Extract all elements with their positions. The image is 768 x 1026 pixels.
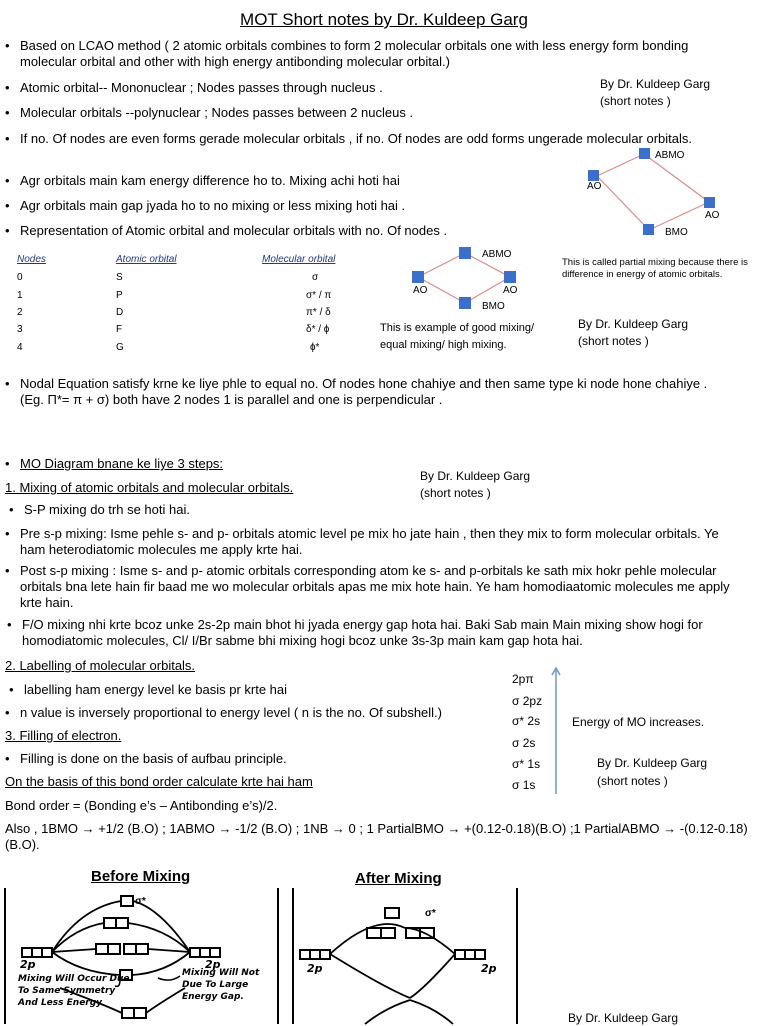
good-abmo-box — [459, 247, 471, 259]
table-cell: σ* / π — [306, 290, 332, 301]
bullet-molecular-orbitals: • Molecular orbitals --polynuclear ; Nodes passes between 2 nucleus . — [20, 105, 580, 121]
partial-ao-left-box — [588, 170, 599, 181]
good-ao-left-label: AO — [413, 285, 428, 296]
energy-level: σ 2s — [512, 736, 536, 750]
bullet-pre-sp: • Pre s-p mixing: Isme pehle s- and p- orbitals atomic level pe mix ho jate hain , then they mix to form molecular orbitals. Ye ham heterodiatomic molecules me apply krte hai. — [20, 526, 740, 558]
table-cell: σ — [312, 272, 319, 283]
table-cell: 0 — [17, 272, 23, 283]
partial-bmo-label: BMO — [665, 227, 688, 238]
byline-2-sub: (short notes ) — [578, 334, 649, 348]
energy-level: σ* 1s — [512, 757, 541, 771]
energy-level: σ* 2s — [512, 714, 541, 728]
bullet-post-sp: • Post s-p mixing : Isme s- and p- atomic orbitals corresponding atom ke s- and p-orbitals ke sath mix hokr pehle molecular orbitals bna lete hain fir baad me wo molecular orbitals apas me mix hote hain. Ye ham homodiaatomic molecules me apply krte hain. — [20, 563, 750, 611]
partial-abmo-box — [639, 148, 650, 159]
step-1-heading: 1. Mixing of atomic orbitals and molecular orbitals. — [5, 480, 294, 495]
table-cell: P — [116, 290, 123, 301]
before-note-left: Mixing Will Occur Due To Same Symmetry And Less Energy — [18, 974, 130, 1008]
before-note-right: Mixing Will Not Due To Large Energy Gap. — [182, 968, 260, 1002]
byline-3-sub: (short notes ) — [420, 486, 491, 500]
table-header-nodes: Nodes — [17, 254, 46, 265]
partial-caption: This is called partial mixing because there is difference in energy of atomic orbitals. — [562, 257, 748, 280]
good-caption-2: equal mixing/ high mixing. — [380, 339, 507, 351]
energy-level: σ 1s — [512, 778, 536, 792]
byline-4-sub: (short notes ) — [597, 774, 668, 788]
after-2p-right: 2p — [481, 962, 497, 975]
table-cell: δ* / ɸ — [306, 324, 330, 335]
table-cell: ɸ* — [310, 342, 320, 353]
partial-ao-left-label: AO — [587, 181, 602, 192]
after-mixing-sketch — [285, 888, 525, 1024]
step-2-heading: 2. Labelling of molecular orbitals. — [5, 658, 196, 673]
before-2p-left: 2p — [20, 958, 36, 971]
good-mixing-diagram — [405, 243, 535, 313]
mo-steps-heading: • MO Diagram bnane ke liye 3 steps: — [20, 456, 320, 472]
bullet-atomic-orbital: • Atomic orbital-- Mononuclear ; Nodes passes through nucleus . — [20, 80, 580, 96]
before-2p-right: 2p — [205, 958, 221, 971]
table-cell: π* / δ — [306, 307, 331, 318]
bullet-sp-mixing: • S-P mixing do trh se hoti hai. — [24, 502, 424, 518]
table-header-atomic: Atomic orbital — [116, 254, 177, 265]
step-3-heading: 3. Filling of electron. — [5, 728, 122, 743]
bullet-filling: • Filling is done on the basis of aufbau principle. — [20, 751, 480, 767]
page-title: MOT Short notes by Dr. Kuldeep Garg — [240, 10, 528, 29]
svg-text:σ*: σ* — [135, 896, 146, 907]
table-cell: 4 — [17, 342, 23, 353]
good-ao-right-box — [504, 271, 516, 283]
good-caption-1: This is example of good mixing/ — [380, 322, 535, 334]
partial-ao-right-box — [704, 197, 715, 208]
byline-1-sub: (short notes ) — [600, 94, 671, 108]
bullet-representation: • Representation of Atomic orbital and molecular orbitals with no. Of nodes . — [20, 223, 560, 239]
good-ao-right-label: AO — [503, 285, 518, 296]
svg-text:σ*: σ* — [425, 908, 436, 919]
table-cell: D — [116, 307, 124, 318]
also-line: Also , 1BMO → +1/2 (B.O) ; 1ABMO → -1/2 (B.O) ; 1NB → 0 ; 1 PartialBMO → +(0.12-0.18)(B.O) ;1 PartialABMO → -(0.12-0.18)(B.O). — [5, 821, 748, 852]
good-abmo-label: ABMO — [482, 249, 512, 260]
bullet-gerade: • If no. Of nodes are even forms gerade molecular orbitals , if no. Of nodes are odd forms ungerade molecular orbitals. — [20, 131, 720, 147]
bond-order-formula: Bond order = (Bonding e’s – Antibonding e’s)/2. — [5, 798, 278, 813]
table-cell: S — [116, 272, 123, 283]
bullet-gap-jyada: • Agr orbitals main gap jyada ho to no mixing or less mixing hoti hai . — [20, 198, 560, 214]
table-cell: F — [116, 324, 123, 335]
byline-4: By Dr. Kuldeep Garg — [597, 756, 708, 770]
energy-arrow-icon — [550, 666, 562, 796]
byline-3: By Dr. Kuldeep Garg — [420, 469, 531, 483]
table-header-molecular: Molecular orbital — [262, 254, 336, 265]
bullet-fo-mixing: • F/O mixing nhi krte bcoz unke 2s-2p main bhot hi jyada energy gap hota hai. Baki Sab main Main mixing show hogi for homodiatomic molecules, Cl/ I/Br sabme bhi mixing hogi bcoz unke 3s-3p main kam gap hota hai. — [22, 617, 756, 649]
table-cell: G — [116, 342, 124, 353]
partial-bmo-box — [643, 224, 654, 235]
table-cell: 1 — [17, 290, 23, 301]
after-mixing-heading: After Mixing — [355, 870, 442, 887]
after-2p-left: 2p — [307, 962, 323, 975]
before-mixing-heading: Before Mixing — [91, 868, 191, 885]
energy-level: σ 2pz — [512, 694, 543, 708]
table-cell: 2 — [17, 307, 23, 318]
bullet-nodal-equation: • Nodal Equation satisfy krne ke liye phle to equal no. Of nodes hone chahiye and then same type ki node hone chahiye . (Eg. Π*= π + σ) both have 2 nodes 1 is parallel and one is perpendicular . — [20, 376, 730, 408]
byline-1: By Dr. Kuldeep Garg — [600, 77, 711, 91]
good-bmo-box — [459, 297, 471, 309]
partial-ao-right-label: AO — [705, 210, 720, 221]
partial-abmo-label: ABMO — [655, 150, 685, 161]
energy-level: 2pπ — [512, 672, 534, 686]
bullet-labelling: • labelling ham energy level ke basis pr krte hai — [24, 682, 484, 698]
bullet-lcao: • Based on LCAO method ( 2 atomic orbitals combines to form 2 molecular orbitals one with less energy form bonding molecular orbital and other with high energy antibonding molecular orbital.) — [20, 38, 720, 70]
table-cell: 3 — [17, 324, 23, 335]
bullet-kam-energy: • Agr orbitals main kam energy difference ho to. Mixing achi hoti hai — [20, 173, 560, 189]
byline-2: By Dr. Kuldeep Garg — [578, 317, 689, 331]
energy-label: Energy of MO increases. — [572, 715, 705, 729]
byline-5: By Dr. Kuldeep Garg — [568, 1011, 679, 1025]
good-bmo-label: BMO — [482, 301, 505, 312]
bullet-n-value: • n value is inversely proportional to energy level ( n is the no. Of subshell.) — [20, 705, 490, 721]
good-ao-left-box — [412, 271, 424, 283]
bond-order-heading: On the basis of this bond order calculate krte hai ham — [5, 774, 313, 789]
